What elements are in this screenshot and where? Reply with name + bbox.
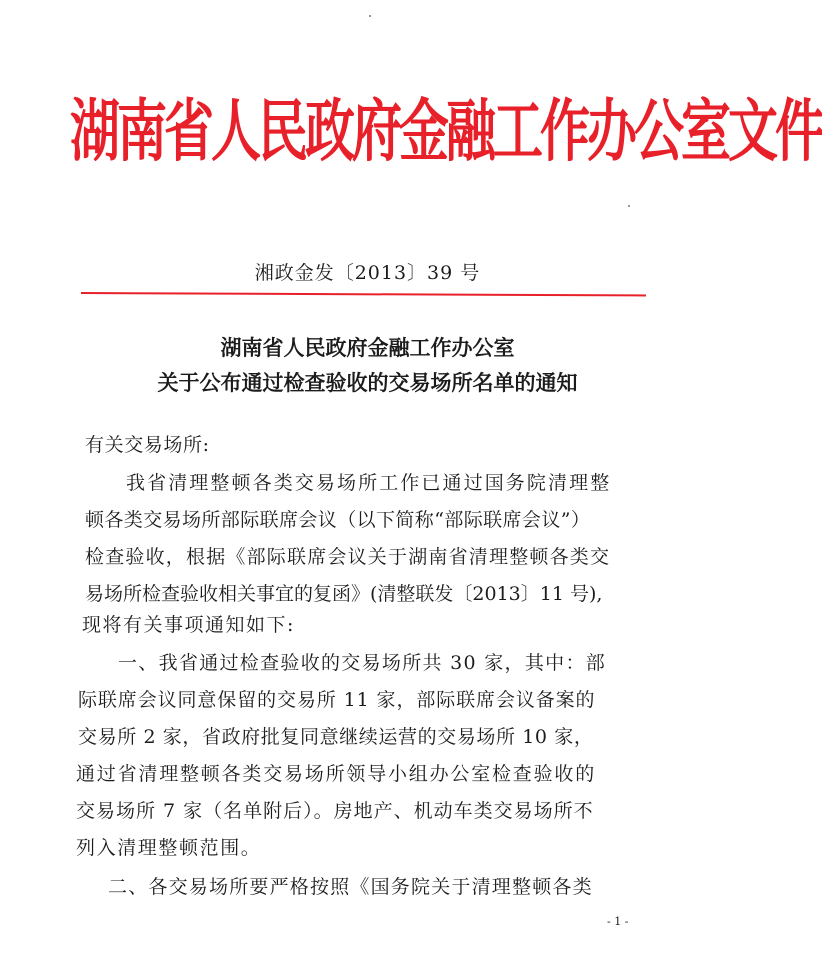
body-line: 通过省清理整顿各类交易场所领导小组办公室检查验收的 (76, 763, 597, 785)
body-line: 我省清理整顿各类交易场所工作已通过国务院清理整 (126, 472, 612, 494)
salutation: 有关交易场所: (85, 434, 210, 456)
body-line: 易场所检查验收相关事宜的复函》(清整联发〔2013〕11 号), (85, 583, 603, 605)
body-line: 交易所 2 家，省政府批复同意继续运营的交易场所 10 家， (78, 726, 594, 748)
scan-speck (628, 205, 630, 207)
body-line: 顿各类交易场所部际联席会议（以下简称“部际联席会议”） (85, 509, 591, 531)
document-number: 湘政金发〔2013〕39 号 (254, 262, 481, 284)
body-line: 列入清理整顿范围。 (76, 837, 262, 859)
body-line: 二、各交易场所要严格按照《国务院关于清理整顿各类 (108, 876, 593, 898)
body-line: 检查验收，根据《部际联席会议关于湖南省清理整顿各类交 (85, 546, 611, 568)
subject-line-2: 关于公布通过检查验收的交易场所名单的通知 (157, 370, 578, 395)
body-line: 现将有关事项通知如下: (82, 614, 295, 636)
scan-speck (369, 15, 371, 17)
document-header-title: 湖南省人民政府金融工作办公室文件 (70, 91, 822, 171)
red-separator-line (81, 292, 646, 296)
body-line: 交易场所 7 家（名单附后）。房地产、机动车类交易场所不 (76, 800, 594, 822)
body-line: 际联席会议同意保留的交易所 11 家，部际联席会议备案的 (78, 689, 596, 711)
subject-line-1: 湖南省人民政府金融工作办公室 (220, 335, 515, 360)
body-line: 一、我省通过检查验收的交易场所共 30 家，其中：部 (118, 652, 607, 674)
page-number: - 1 - (607, 915, 629, 928)
